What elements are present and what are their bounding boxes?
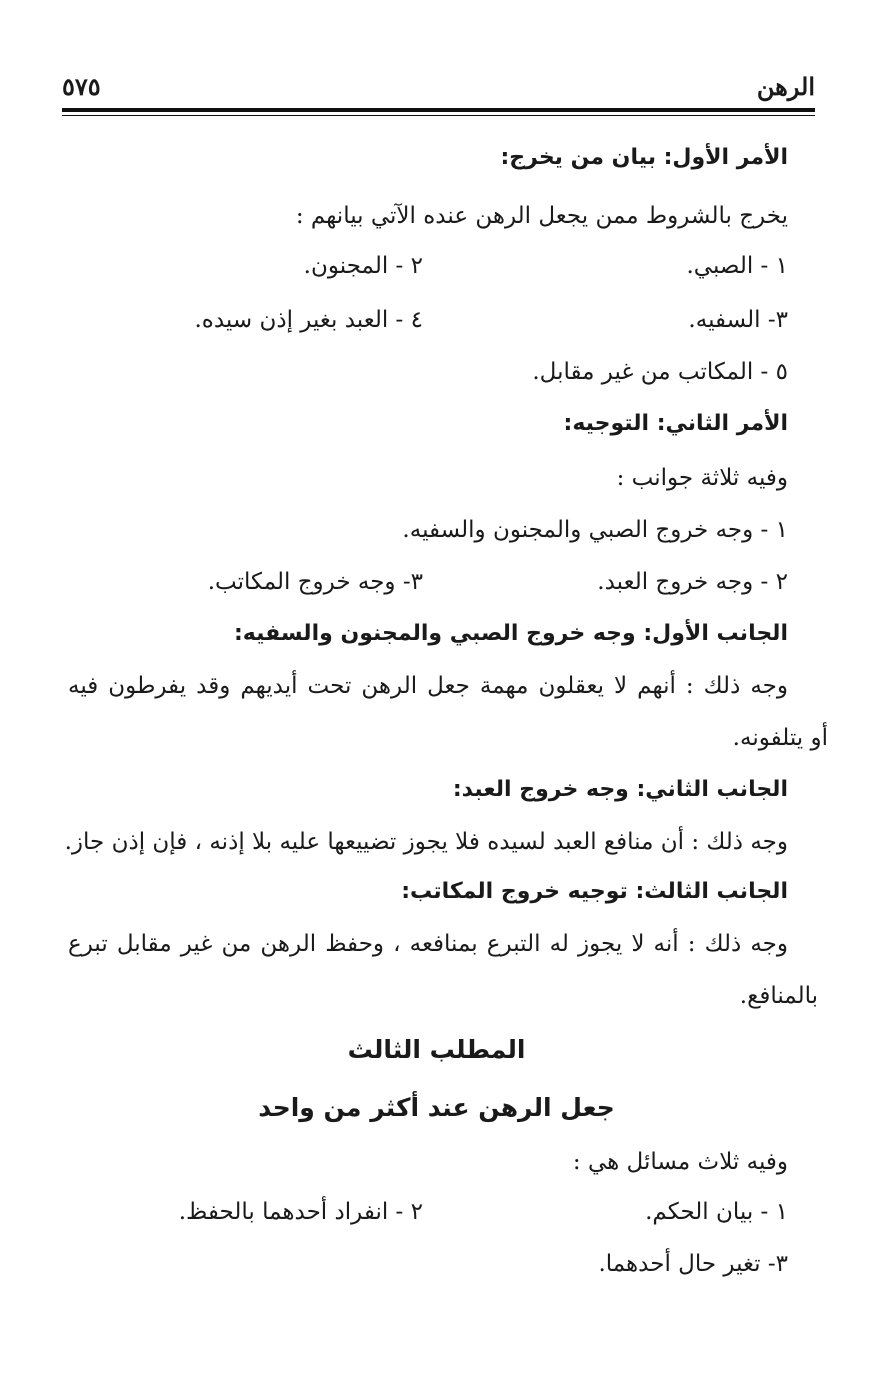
list-item: ٤ - العبد بغير إذن سيده. <box>194 307 423 333</box>
list-item: ١ - بيان الحكم. <box>645 1199 788 1225</box>
list-item: ٣- السفيه. <box>688 307 788 333</box>
list-item: ٢ - انفراد أحدهما بالحفظ. <box>178 1199 423 1225</box>
heading-first-aspect: الجانب الأول: وجه خروج الصبي والمجنون والسفيه: <box>233 621 788 646</box>
paragraph-line: يخرج بالشروط ممن يجعل الرهن عنده الآتي بيانهم : <box>295 203 788 229</box>
list-item: ٢ - المجنون. <box>303 253 423 279</box>
paragraph-line: وجه ذلك : أنهم لا يعقلون مهمة جعل الرهن تحت أيديهم وقد يفرطون فيه <box>68 673 788 699</box>
paragraph-line: أو يتلفونه. <box>732 725 828 751</box>
page-header <box>62 72 815 106</box>
page-number: ٥٧٥ <box>62 72 101 101</box>
heading-second-aspect: الجانب الثاني: وجه خروج العبد: <box>452 777 788 802</box>
list-item: ٣- تغير حال أحدهما. <box>598 1251 788 1277</box>
header-rule-thin <box>62 115 815 116</box>
list-item: ٥ - المكاتب من غير مقابل. <box>532 359 788 385</box>
heading-first-matter: الأمر الأول: بيان من يخرج: <box>500 145 788 170</box>
list-item: ١ - الصبي. <box>686 253 788 279</box>
running-title: الرهن <box>756 72 815 101</box>
paragraph-line: وجه ذلك : أن منافع العبد لسيده فلا يجوز تضييعها عليه بلا إذنه ، فإن إذن جاز. <box>64 829 788 855</box>
list-item: ١ - وجه خروج الصبي والمجنون والسفيه. <box>402 517 788 543</box>
paragraph-line: وجه ذلك : أنه لا يجوز له التبرع بمنافعه ، وحفظ الرهن من غير مقابل تبرع <box>68 931 788 957</box>
section-subtitle: جعل الرهن عند أكثر من واحد <box>258 1093 615 1122</box>
list-item: ٢ - وجه خروج العبد. <box>597 569 788 595</box>
heading-second-matter: الأمر الثاني: التوجيه: <box>563 411 788 436</box>
paragraph-line: بالمنافع. <box>739 983 818 1009</box>
list-item: ٣- وجه خروج المكاتب. <box>207 569 423 595</box>
paragraph-line: وفيه ثلاثة جوانب : <box>616 465 788 491</box>
paragraph-line: وفيه ثلاث مسائل هي : <box>572 1149 788 1175</box>
heading-third-aspect: الجانب الثالث: توجيه خروج المكاتب: <box>401 879 788 904</box>
header-rule-thick <box>62 108 815 112</box>
section-title: المطلب الثالث <box>347 1035 526 1064</box>
